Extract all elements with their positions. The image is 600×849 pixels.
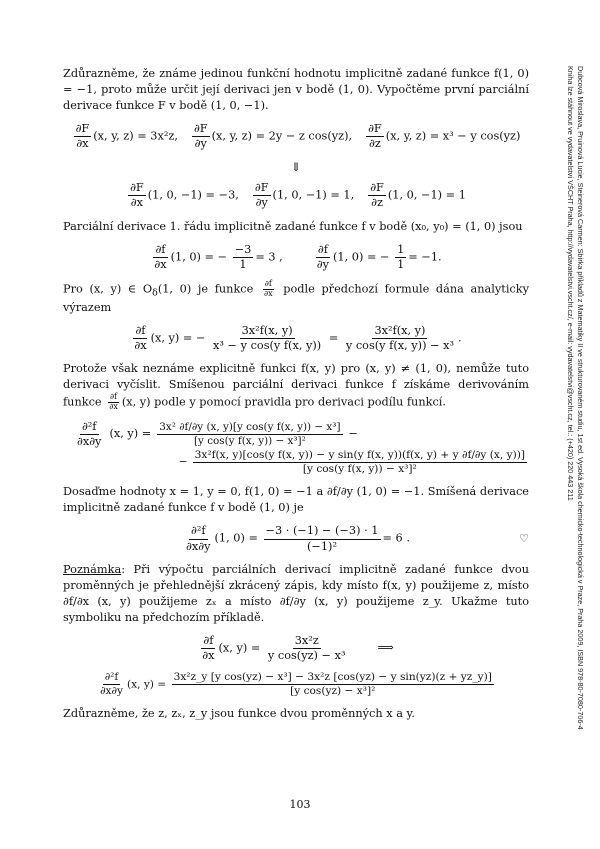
equation-mixed-value: $\frac{\text{∂²f}}{\partial x\partial y}$ (1, 0) = $\frac{-3 \cdot (-1) - (-3) \cdot 1}{\text{(−1)²}}$ = 6 . ♡	[186, 524, 529, 553]
end-of-example-heart-icon: ♡	[519, 532, 529, 546]
citation-line-1: Dubcová Miroslava, Pruinová Lucie, Steinerová Carmen: Sbírka příkladů z Matematiky II ve strukturovaném studiu, 1st ed. Vysoká škola chemicko-technologická v Praze, Praha 2009, ISBN 978-80-7080-706-4	[576, 66, 585, 730]
down-arrow-icon: ⇓	[290, 160, 302, 175]
equation-short-fx: $\frac{\partial f}{\partial x}$ (x, y) = $\frac{\text{3x²z}}{\text{y cos(yz) − x³}}$ ⟹	[202, 633, 394, 662]
eq-Fz: $\frac{\partial F}{\partial z}$ (x, y, z) = x³ − y cos(yz)	[368, 122, 521, 151]
eq-fx: $\frac{\partial f}{\partial x}$ (1, 0) = − $\frac{-3}{1}$ = 3 ,	[154, 242, 283, 271]
citation-line-2: Kniha lze stáhnout ve vydavatelství VŠCHT Praha, http://vydavatelstvi.vscht.cz/, e-mail: vydavatelstvi@vscht.cz, tel.: (+420) 220 443 211	[566, 66, 576, 501]
equation-partials-F	[63, 122, 529, 151]
paragraph-mixed: Protože však neznáme explicitně funkci f(x, y) pro (x, y) ≠ (1, 0), nemůže tuto derivaci vyčíslit. Smíšenou parciální derivaci funkce f získáme derivováním funkce $\frac{\partial f}{\partial x}$ (x, y) podle y pomocí pravidla pro derivaci podílu funkcí.	[63, 361, 529, 411]
note-label: Poznámka	[63, 562, 122, 576]
eq-Fy: $\frac{\partial F}{\partial y}$ (x, y, z) = 2y − z cos(yz),	[193, 122, 353, 151]
paragraph-substitute: Dosaďme hodnoty x = 1, y = 0, f(1, 0) = −1 a ∂f/∂y (1, 0) = −1. Smíšená derivace implicitně zadané funkce f v bodě (1, 0) je	[63, 485, 529, 515]
paragraph-closing: Zdůrazněme, že z, zₓ, z_y jsou funkce dvou proměnných x a y.	[63, 707, 415, 721]
paragraph-first-order: Parciální derivace 1. řádu implicitně zadané funkce f v bodě (x₀, y₀) = (1, 0) jsou	[63, 219, 523, 233]
eq-Fx-value: $\frac{\partial F}{\partial x}$ (1, 0, −1) = −3,	[130, 181, 239, 210]
eq-Fx: $\frac{\partial F}{\partial x}$ (x, y, z) = 3x²z,	[75, 122, 178, 151]
eq-fy: $\frac{\partial f}{\partial y}$ (1, 0) = − $\frac{1}{1}$ = −1.	[316, 242, 442, 271]
eq-Fy-value: $\frac{\partial F}{\partial y}$ (1, 0, −1) = 1,	[254, 181, 355, 210]
equation-mixed-derivative: $\frac{\text{∂²f}}{\partial x\partial y}$ (x, y) = $\frac{\text{3x² ∂f/∂y (x, y)[y cos(y f(x, y)) − x³]}}{\text{[y cos(y f(x, y)) − x³]²}}$ − − 3x²f(x, y)[cos(y f(x, y)) − y sin(y f(x, y))(f(x, y) + y ∂f/∂y (x, y))] [y cos(y f(x, y)) − x³]²	[77, 419, 525, 476]
equation-fx-analytic: $\frac{\partial f}{\partial x}$ (x, y) = − $\frac{\text{3x²f(x, y)}}{\text{x³ − y cos(y f(x, y))}}$ = $\frac{\text{3x²f(x, y)}}{\text{y cos(y f(x, y)) − x³}}$ .	[134, 323, 462, 352]
equation-first-order-values	[63, 243, 529, 272]
paragraph-analytic: Pro (x, y) ∈ $O_\delta(1$, 0) je funkce $\frac{\partial f}{\partial x}$ podle předchozí formule dána analyticky výrazem	[63, 278, 529, 314]
equation-short-mixed: $\frac{\text{∂²f}}{\partial x\partial y}$ (x, y) = 3x²z_y [y cos(yz) − x³] − 3x²z [cos(yz) − y sin(yz)(z + yz_y)] [y cos(yz) − x³]²	[100, 670, 492, 698]
equation-partials-F-values	[63, 181, 529, 210]
implies-arrow-icon: ⟹	[377, 641, 394, 655]
paragraph-intro: Zdůrazněme, že známe jedinou funkční hodnotu implicitně zadané funkce f(1, 0) = −1, proto může určit její derivaci jen v bodě (1, 0). Vypočtěme první parciální derivace funkce F v bodě (1, 0, −1).	[63, 67, 529, 113]
page-content	[63, 66, 529, 730]
side-citation	[566, 66, 585, 786]
paragraph-note: Poznámka: Při výpočtu parciálních derivací implicitně zadané funkce dvou proměnných je přehlednější zkrácený zápis, kdy místo f(x, y) použijeme z, místo ∂f/∂x (x, y) použijeme zₓ a místo ∂f/∂y (x, y) použijeme z_y. Ukažme tuto symboliku na předchozím příkladě.	[63, 562, 529, 624]
eq-Fz-value: $\frac{\partial F}{\partial z}$ (1, 0, −1) = 1	[370, 181, 466, 210]
page-number: 103	[289, 798, 311, 811]
